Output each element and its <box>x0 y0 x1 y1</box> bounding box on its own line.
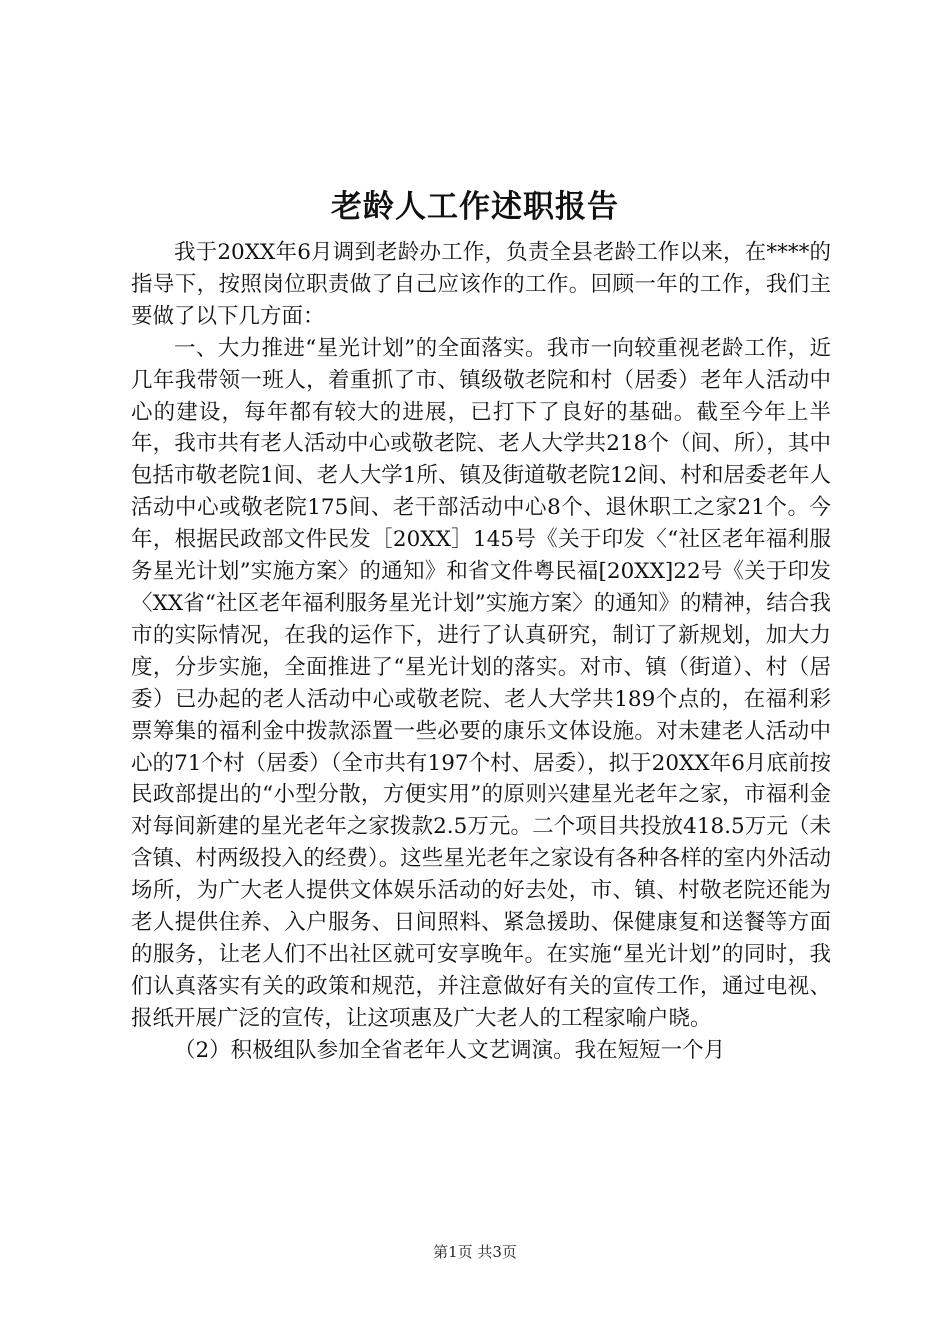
document-body <box>131 237 831 1067</box>
paragraph-star-plan: 一、大力推进“星光计划”的全面落实。我市一向较重视老龄工作，近几年我带领一班人，着重抓了市、镇级敬老院和村（居委）老年人活动中心的建设，每年都有较大的进展，已打下了良好的基础。截至今年上半年，我市共有老人活动中心或敬老院、老人大学共218个（间、所），其中包括市敬老院1间、老人大学1所、镇及街道敬老院12间、村和居委老年人活动中心或敬老院175间、老干部活动中心8个、退休职工之家21个。今年，根据民政部文件民发［20XX］145号《关于印发〈“社区老年福利服务星光计划”实施方案〉的通知》和省文件粤民福[20XX]22号《关于印发〈XX省“社区老年福利服务星光计划”实施方案〉的通知》的精神，结合我市的实际情况，在我的运作下，进行了认真研究，制订了新规划，加大力度，分步实施，全面推进了“星光计划的落实。对市、镇（街道）、村（居委）已办起的老人活动中心或敬老院、老人大学共189个点的，在福利彩票筹集的福利金中拨款添置一些必要的康乐文体设施。对未建老人活动中心的71个村（居委）（全市共有197个村、居委），拟于20XX年6月底前按民政部提出的“小型分散，方便实用”的原则兴建星光老年之家，市福利金对每间新建的星光老年之家拨款2.5万元。二个项目共投放418.5万元（未含镇、村两级投入的经费）。这些星光老年之家设有各种各样的室内外活动场所，为广大老人提供文体娱乐活动的好去处，市、镇、村敬老院还能为老人提供住养、入户服务、日间照料、紧急援助、保健康复和送餐等方面的服务，让老人们不出社区就可安享晚年。在实施“星光计划”的同时，我们认真落实有关的政策和规范，并注意做好有关的宣传工作，通过电视、报纸开展广泛的宣传，让这项惠及广大老人的工程家喻户晓。 <box>131 335 831 1031</box>
document-title: 老龄人工作述职报告 <box>331 189 619 225</box>
paragraph-intro: 我于20XX年6月调到老龄办工作，负责全县老龄工作以来，在****的指导下，按照岗位职责做了自己应该作的工作。回顾一年的工作，我们主要做了以下几方面： <box>131 240 831 329</box>
paragraph-art-performance: （2）积极组队参加全省老年人文艺调演。我在短短一个月 <box>174 1037 726 1063</box>
page-number-indicator: 第1页 共3页 <box>433 1243 517 1261</box>
page-footer <box>0 1242 950 1262</box>
